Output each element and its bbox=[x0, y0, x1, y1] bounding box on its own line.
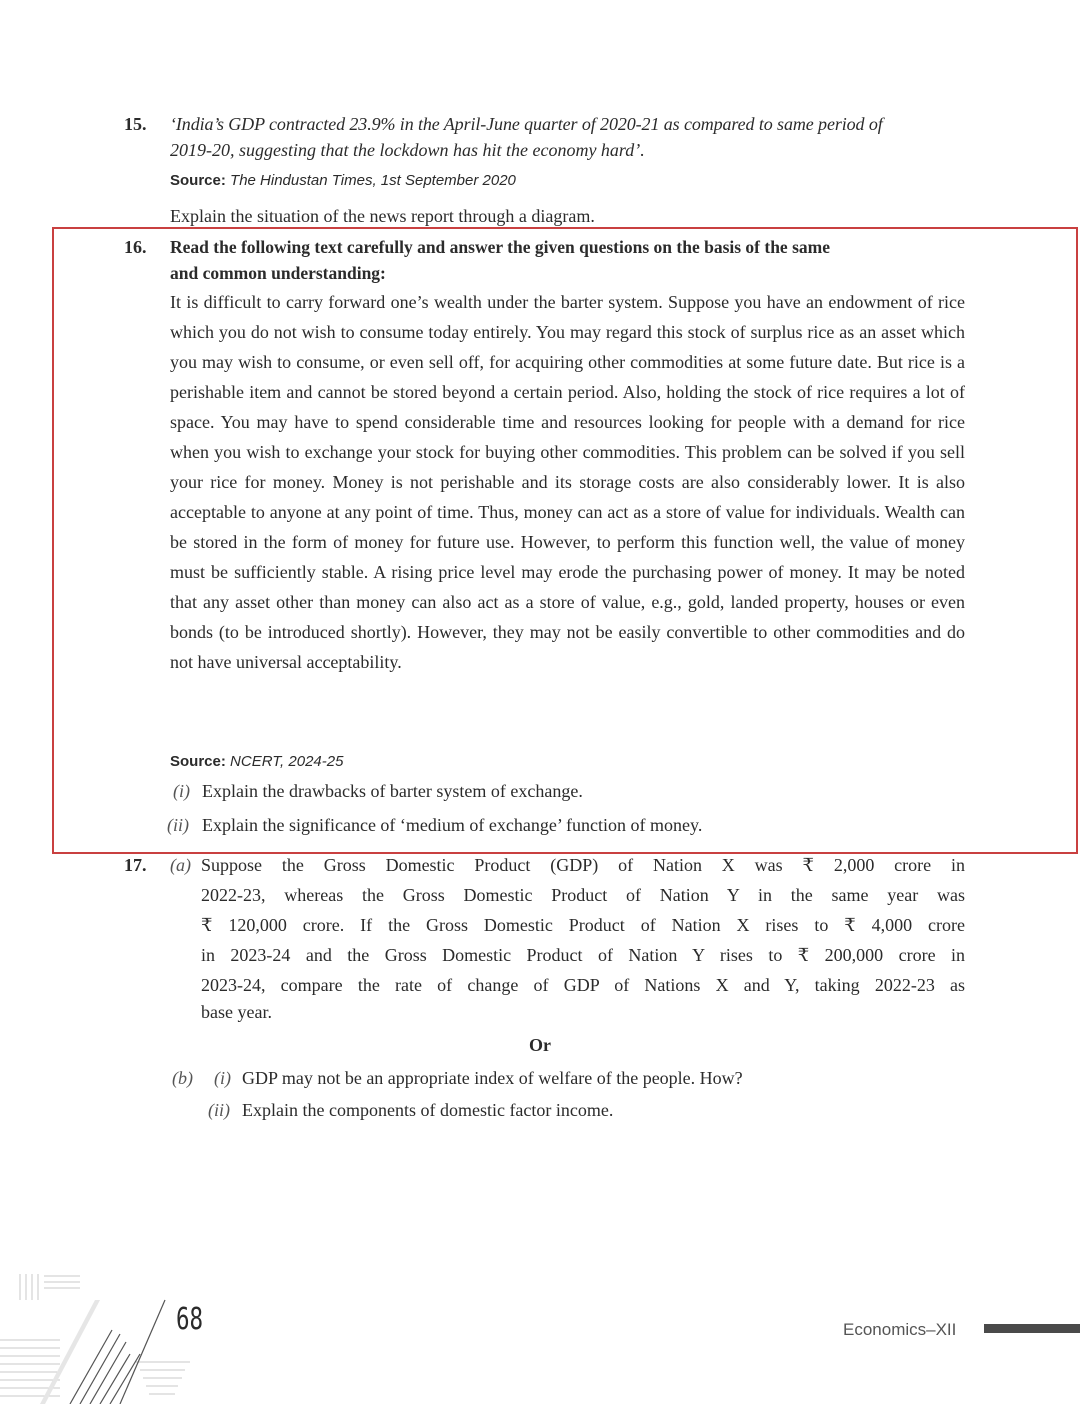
question-15-quote-line1: ‘India’s GDP contracted 23.9% in the April-June quarter of 2020-21 as compared to same period of bbox=[170, 114, 883, 134]
question-17-part-a-text bbox=[201, 850, 965, 1024]
part-a-line: 2023-24, compare the rate of change of GDP of Nations X and Y, taking 2022-23 as bbox=[201, 975, 965, 995]
question-17-part-b-ii-text: Explain the components of domestic factor income. bbox=[242, 1100, 614, 1120]
question-17-part-b-ii-label: (ii) bbox=[208, 1100, 230, 1120]
question-16-source bbox=[170, 753, 343, 770]
footer-bar bbox=[984, 1324, 1080, 1333]
or-separator: Or bbox=[529, 1035, 551, 1055]
question-15-instruction: Explain the situation of the news report through a diagram. bbox=[170, 206, 595, 226]
question-16-sub-ii-text: Explain the significance of ‘medium of exchange’ function of money. bbox=[202, 815, 703, 835]
source-text: The Hindustan Times, 1st September 2020 bbox=[225, 172, 516, 189]
source-label: Source: bbox=[170, 753, 226, 770]
question-17-part-a-label: (a) bbox=[170, 855, 191, 875]
part-a-line: in 2023-24 and the Gross Domestic Product of Nation Y rises to ₹ 200,000 crore in bbox=[201, 945, 965, 965]
part-a-line: Suppose the Gross Domestic Product (GDP) of Nation X was ₹ 2,000 crore in bbox=[201, 855, 965, 875]
part-a-line: ₹ 120,000 crore. If the Gross Domestic Product of Nation X rises to ₹ 4,000 crore bbox=[201, 915, 965, 935]
source-label: Source: bbox=[170, 172, 226, 189]
question-17-number: 17. bbox=[124, 855, 147, 875]
question-17-part-b-i-text: GDP may not be an appropriate index of welfare of the people. How? bbox=[242, 1068, 743, 1088]
question-16-sub-ii-label: (ii) bbox=[167, 815, 189, 835]
question-17-part-b-i-label: (i) bbox=[214, 1068, 231, 1088]
question-15-number: 15. bbox=[124, 114, 147, 134]
question-16-heading-line1: Read the following text carefully and answer the given questions on the basis of the same bbox=[170, 237, 830, 257]
question-15-source bbox=[170, 172, 516, 189]
part-a-line: base year. bbox=[201, 1002, 272, 1022]
decorative-corner-pattern bbox=[0, 1270, 200, 1404]
question-17-part-b-label: (b) bbox=[172, 1068, 193, 1088]
question-16-passage: It is difficult to carry forward one’s wealth under the barter system. Suppose you have an endowment of rice which you do not wish to consume today entirely. You may regard this stock of surplus rice as an asset which you may wish to consume, or even sell off, for acquiring other commodities at some future date. But rice is a perishable item and cannot be stored beyond a certain period. Also, holding the stock of rice requires a lot of space. You may have to spend considerable time and resources looking for people with a demand for rice when you wish to exchange your stock for buying other commodities. This problem can be solved if you sell your rice for money. Money is not perishable and its storage costs are also considerably lower. It is also acceptable to anyone at any point of time. Thus, money can act as a store of value for individuals. Wealth can be stored in the form of money for future use. However, to perform this function well, the value of money must be sufficiently stable. A rising price level may erode the purchasing power of money. It may be noted that any asset other than money can also act as a store of value, e.g., gold, landed property, houses or even bonds (to be introduced shortly). However, they may not be easily convertible to other commodities and do not have universal acceptability. bbox=[170, 292, 965, 672]
book-title: Economics–XII bbox=[843, 1320, 957, 1339]
question-16-sub-i-label: (i) bbox=[173, 781, 190, 801]
source-text: NCERT, 2024-25 bbox=[225, 753, 344, 770]
question-16-sub-i-text: Explain the drawbacks of barter system of exchange. bbox=[202, 781, 583, 801]
question-16-number: 16. bbox=[124, 237, 147, 257]
page-number: 68 bbox=[176, 1302, 204, 1337]
question-15-quote-line2: 2019-20, suggesting that the lockdown has hit the economy hard’. bbox=[170, 140, 645, 160]
part-a-line: 2022-23, whereas the Gross Domestic Product of Nation Y in the same year was bbox=[201, 885, 965, 905]
question-16-heading-line2: and common understanding: bbox=[170, 263, 386, 283]
